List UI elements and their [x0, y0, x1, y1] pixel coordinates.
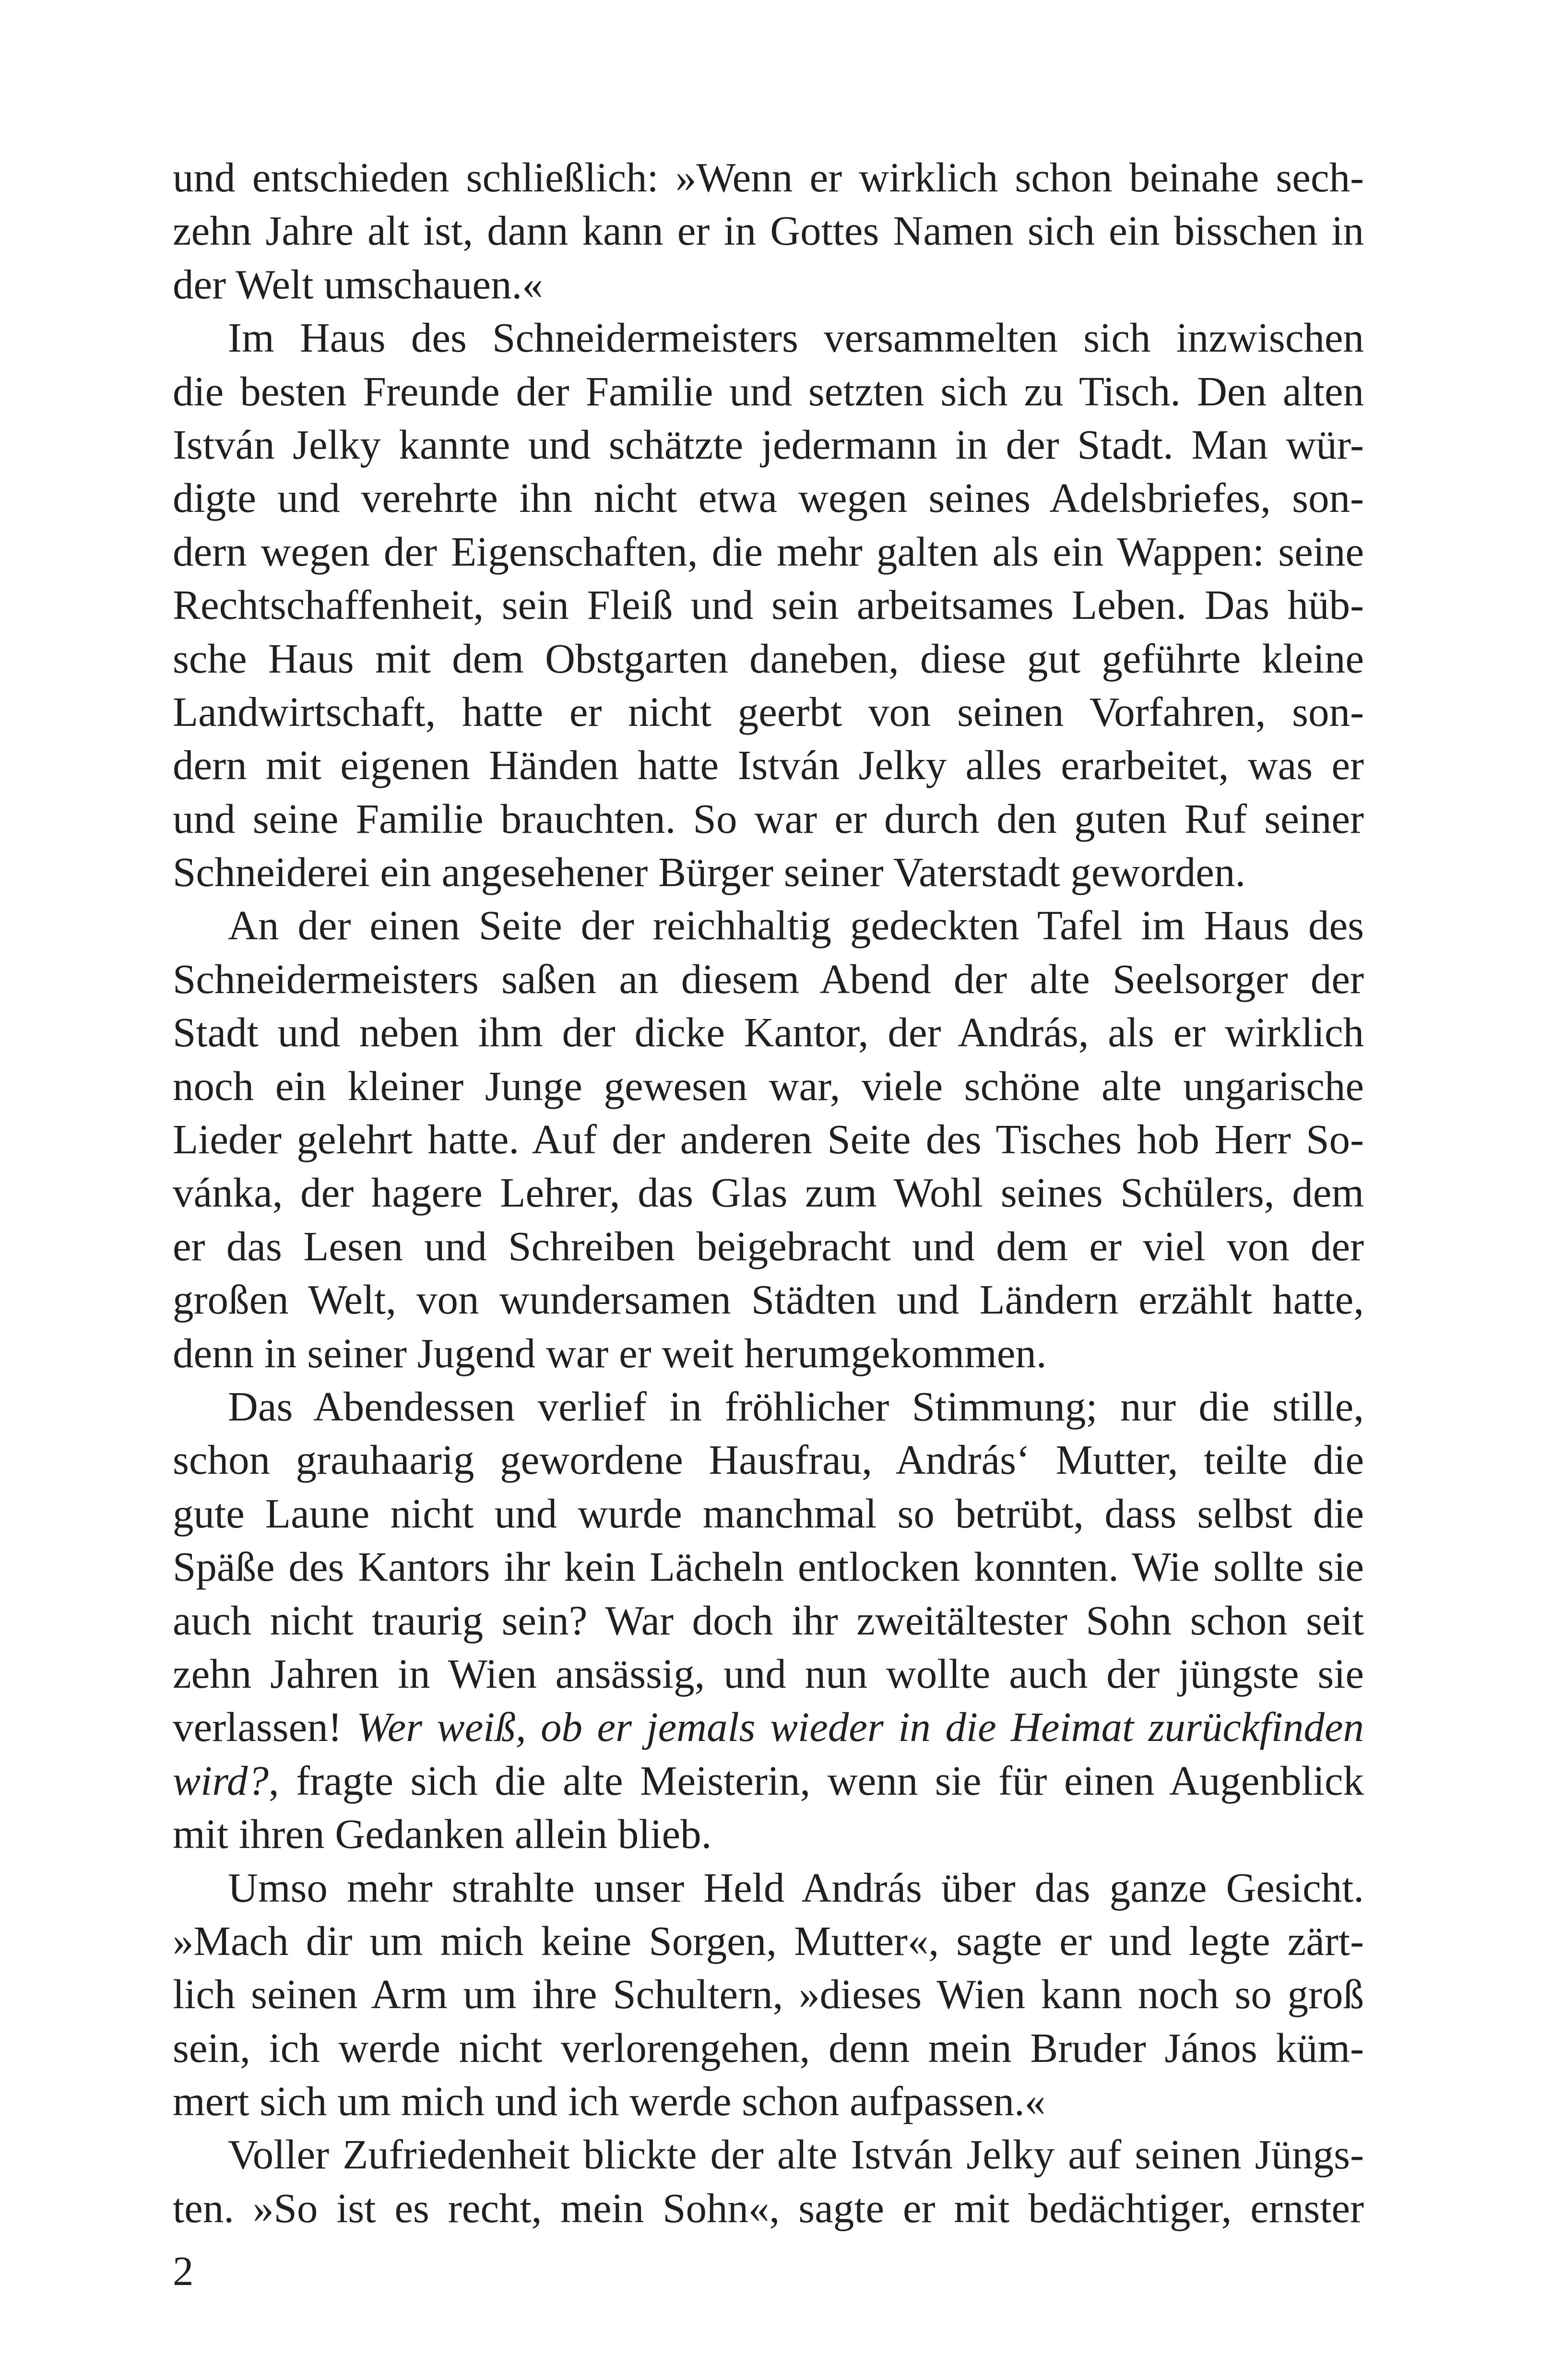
text-line: die besten Freunde der Familie und setzten sich zu Tisch. Den alten	[173, 367, 1364, 414]
text-line: auch nicht traurig sein? War doch ihr zweitältester Sohn schon seit	[173, 1597, 1364, 1644]
text-line: und seine Familie brauchten. So war er durch den guten Ruf seiner	[173, 795, 1364, 842]
page-number: 2	[173, 2248, 194, 2294]
text-line: Schneidermeisters saßen an diesem Abend der alte Seelsorger der	[173, 955, 1364, 1002]
text-line: sche Haus mit dem Obstgarten daneben, diese gut geführte kleine	[173, 635, 1364, 682]
paragraph	[173, 1861, 1364, 2128]
text-line: Rechtschaffenheit, sein Fleiß und sein arbeitsames Leben. Das hüb-	[173, 581, 1364, 628]
text-line: István Jelky kannte und schätzte jedermann in der Stadt. Man wür-	[173, 421, 1364, 468]
text-line: mit ihren Gedanken allein blieb.	[173, 1811, 712, 1858]
text-line: dern mit eigenen Händen hatte István Jelky alles erarbeitet, was er	[173, 742, 1364, 789]
text-line: Lieder gelehrt hatte. Auf der anderen Seite des Tisches hob Herr So-	[173, 1116, 1364, 1163]
text-line	[173, 1754, 1364, 1807]
text-line: und entschieden schließlich: »Wenn er wirklich schon beinahe sech-	[173, 154, 1364, 201]
text-line: noch ein kleiner Junge gewesen war, viele schöne alte ungarische	[173, 1062, 1364, 1109]
text-line: digte und verehrte ihn nicht etwa wegen seines Adelsbriefes, son-	[173, 474, 1364, 521]
text-line: zehn Jahren in Wien ansässig, und nun wollte auch der jüngste sie	[173, 1650, 1364, 1697]
text-line: er das Lesen und Schreiben beigebracht und dem er viel von der	[173, 1222, 1364, 1269]
text-line: Schneiderei ein angesehener Bürger seiner Vaterstadt geworden.	[173, 849, 1246, 896]
paragraph	[173, 151, 1364, 311]
text-line: An der einen Seite der reichhaltig gedeckten Tafel im Haus des	[228, 902, 1364, 949]
text-line: vánka, der hagere Lehrer, das Glas zum Wohl seines Schülers, dem	[173, 1169, 1364, 1216]
text-line: ten. »So ist es recht, mein Sohn«, sagte er mit bedächtiger, ernster	[173, 2184, 1364, 2231]
text-line: denn in seiner Jugend war er weit herumgekommen.	[173, 1329, 1047, 1376]
text-line: sein, ich werde nicht verlorengehen, denn mein Bruder János küm-	[173, 2024, 1364, 2071]
text-line: Landwirtschaft, hatte er nicht geerbt von seinen Vorfahren, son-	[173, 688, 1364, 735]
text-line: mert sich um mich und ich werde schon aufpassen.«	[173, 2078, 1046, 2125]
text-line: schon grauhaarig gewordene Hausfrau, András‘ Mutter, teilte die	[173, 1436, 1364, 1483]
text-line: Späße des Kantors ihr kein Lächeln entlocken konnten. Wie sollte sie	[173, 1543, 1364, 1590]
text-line: Voller Zufriedenheit blickte der alte István Jelky auf seinen Jüngs-	[228, 2131, 1364, 2178]
text-line: lich seinen Arm um ihre Schultern, »dieses Wien kann noch so groß	[173, 1971, 1364, 2018]
text-line: Umso mehr strahlte unser Held András über das ganze Gesicht.	[228, 1864, 1364, 1911]
text-run: verlassen!	[173, 1704, 342, 1751]
text-run: , fragte sich die alte Meisterin, wenn sie für einen Augenblick	[268, 1757, 1364, 1804]
text-line: dern wegen der Eigenschaften, die mehr galten als ein Wappen: seine	[173, 528, 1364, 575]
italic-text-run: Wer weiß, ob er jemals wieder in die Heimat zurückfinden	[356, 1704, 1364, 1751]
italic-text-run: wird?	[173, 1757, 269, 1804]
body-text	[173, 151, 1364, 2235]
paragraph	[173, 2128, 1364, 2235]
text-line: gute Laune nicht und wurde manchmal so betrübt, dass selbst die	[173, 1490, 1364, 1537]
paragraph	[173, 1380, 1364, 1861]
paragraph	[173, 899, 1364, 1380]
text-line: Im Haus des Schneidermeisters versammelten sich inzwischen	[228, 314, 1364, 361]
text-line: »Mach dir um mich keine Sorgen, Mutter«, sagte er und legte zärt-	[173, 1917, 1364, 1964]
text-line: der Welt umschauen.«	[173, 260, 543, 308]
text-line: großen Welt, von wundersamen Städten und Ländern erzählt hatte,	[173, 1276, 1364, 1323]
paragraph	[173, 311, 1364, 899]
text-line: Das Abendessen verlief in fröhlicher Stimmung; nur die stille,	[228, 1383, 1364, 1430]
text-line	[173, 1700, 1364, 1753]
text-line: Stadt und neben ihm der dicke Kantor, der András, als er wirklich	[173, 1009, 1364, 1056]
text-line: zehn Jahre alt ist, dann kann er in Gottes Namen sich ein bisschen in	[173, 207, 1364, 254]
